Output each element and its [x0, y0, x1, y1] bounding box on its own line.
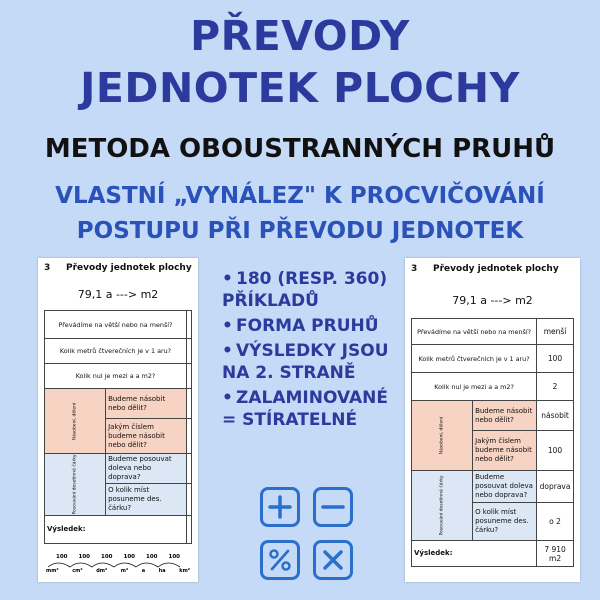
- subtitle: METODA OBOUSTRANNÝCH PRUHŮ: [44, 134, 556, 164]
- card-heading: Převody jednotek plochy: [66, 263, 192, 273]
- worksheet-table: Převádíme na větší nebo na menší? Kolik metrů čtverečních je v 1 aru? Kolik nul je mezi a a m2? Násobení, dělení Budeme násobit nebo dělit? Jakým číslem budeme násobit nebo dělit? Posouvání desetinné čárky Budeme posouvat doleva nebo doprava? O kolik míst posuneme des. čárku? Výsledek:: [44, 310, 192, 544]
- description-line-1: VLASTNÍ „VYNÁLEZ" K PROCVIČOVÁNÍ: [55, 183, 545, 209]
- feature-item: • FORMA PRUHŮ: [222, 316, 379, 336]
- feature-list: [222, 268, 404, 434]
- minus-icon: [313, 487, 353, 527]
- unit-scale: 100 100 100 100 100 100 mm² cm² dm² m² a ha km²: [42, 554, 194, 576]
- plus-icon: [260, 487, 300, 527]
- card-number: 3: [44, 263, 51, 273]
- card-equation: 79,1 a ---> m2: [77, 288, 159, 301]
- multiply-icon: [313, 540, 353, 580]
- description-line-2: POSTUPU PŘI PŘEVODU JEDNOTEK: [76, 218, 524, 244]
- feature-item: • ZALAMINOVANÉ = STÍRATELNÉ: [222, 388, 388, 430]
- feature-item: • VÝSLEDKY JSOU NA 2. STRANĚ: [222, 341, 389, 383]
- feature-item: • 180 (RESP. 360) PŘÍKLADŮ: [222, 269, 388, 311]
- answer-table: Převádíme na větší nebo na menší? menší Kolik metrů čtverečních je v 1 aru? 100 Kolik nul je mezi a a m2? 2 Násobení, dělení Budeme násobit nebo dělit? násobit Jakým číslem budeme násobit nebo dělit? 100 Posouvání desetinné čárky Budeme posouvat doleva nebo doprava? doprava O kolik míst posuneme des. čárku? o 2 Výsledek: 7 910 m2: [411, 318, 574, 567]
- worksheet-card-blank: [38, 258, 198, 582]
- title-line-1: PŘEVODY: [190, 12, 410, 60]
- worksheet-card-answers: 3 Převody jednotek plochy 79,1 a ---> m2 Převádíme na větší nebo na menší? menší Kolik metrů čtverečních je v 1 aru? 100 Kolik nul je mezi a a m2? 2 Násobení, dělení Budeme násobit nebo dělit? násobit Jakým číslem budeme násobit nebo dělit? 100 Posouvání desetinné čárky Budeme posouvat doleva nebo doprava? doprava O kolik míst posuneme des. čárku? o 2 Výsledek: 7 910 m2: [405, 258, 580, 582]
- percent-icon: [260, 540, 300, 580]
- title-line-2: JEDNOTEK PLOCHY: [80, 64, 520, 112]
